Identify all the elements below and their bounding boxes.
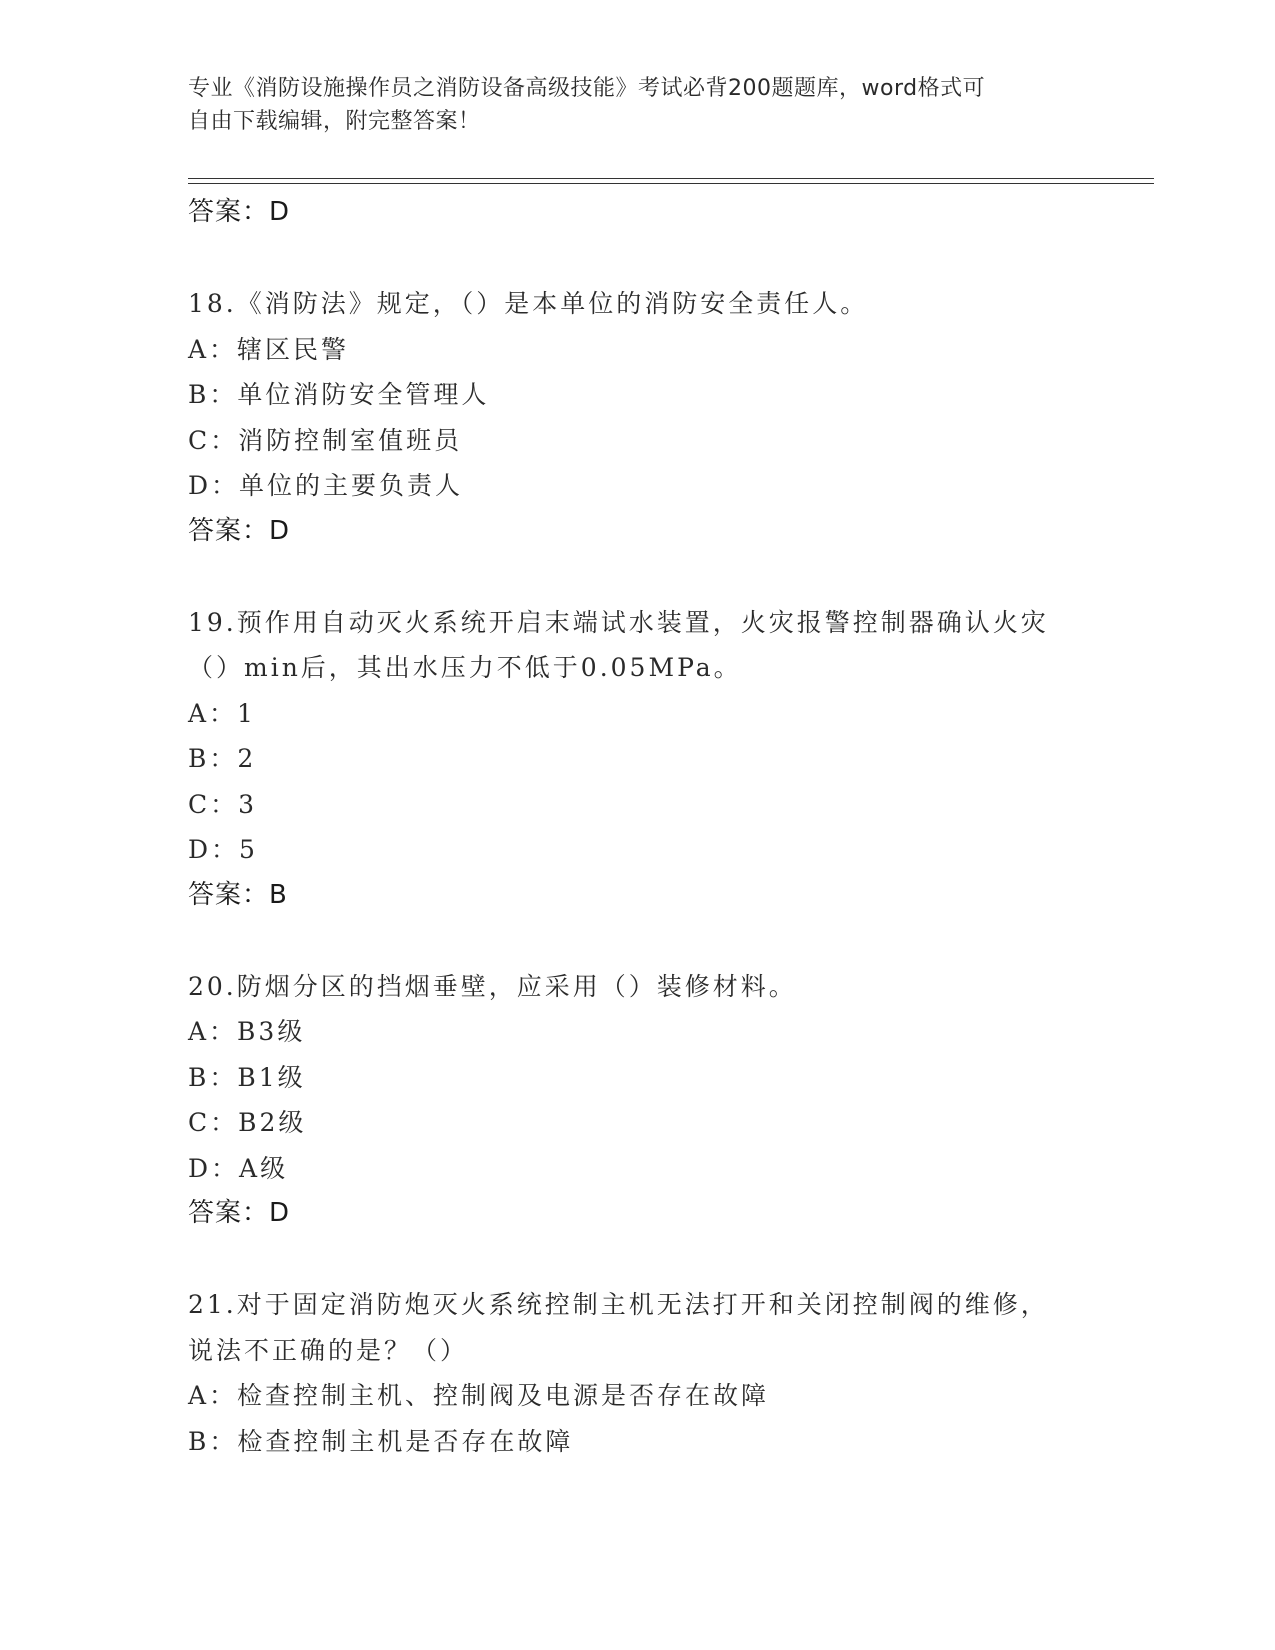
question-block (188, 281, 1088, 554)
answer-line: 答案：D (188, 1198, 291, 1228)
question-text: 18.《消防法》规定，（）是本单位的消防安全责任人。 (188, 289, 869, 318)
question-text: 20.防烟分区的挡烟垂壁，应采用（）装修材料。 (188, 971, 797, 1001)
option-item: A：B3级 (188, 1017, 306, 1046)
header-line-2: 自由下载编辑，附完整答案！ (188, 109, 481, 134)
option-item: D：5 (188, 835, 258, 864)
question-block (188, 600, 1088, 918)
answer-line: 答案：B (188, 879, 288, 910)
document-header (188, 72, 1068, 138)
question-text: 19.预作用自动灭火系统开启末端试水装置，火灾报警控制器确认火灾 (188, 607, 1049, 637)
option-item: C：B2级 (188, 1108, 307, 1137)
answer-line: 答案：D (188, 515, 291, 546)
option-item: C：消防控制室值班员 (188, 425, 463, 455)
option-item: A：辖区民警 (188, 334, 350, 364)
question-text: 21.对于固定消防炮灭火系统控制主机无法打开和关闭控制阀的维修， (188, 1290, 1049, 1319)
question-list (188, 190, 1088, 1464)
header-line-1: 专业《消防设施操作员之消防设备高级技能》考试必背200题题库，word格式可 (188, 76, 986, 101)
option-item: B：单位消防安全管理人 (188, 380, 490, 409)
option-item: A：检查控制主机、控制阀及电源是否存在故障 (188, 1381, 770, 1410)
option-item: B：检查控制主机是否存在故障 (188, 1426, 574, 1456)
spacer (188, 554, 1088, 600)
option-item: D：A级 (188, 1153, 289, 1183)
option-item: B：B1级 (188, 1062, 306, 1092)
option-item: B：2 (188, 744, 257, 773)
option-item: D：单位的主要负责人 (188, 471, 464, 500)
question-block (188, 1282, 1088, 1464)
question-text: 说法不正确的是？（） (188, 1335, 469, 1365)
question-block (188, 964, 1088, 1237)
spacer (188, 918, 1088, 964)
header-divider-bottom (188, 183, 1154, 184)
spacer (188, 235, 1088, 281)
option-item: C：3 (188, 789, 258, 819)
option-item: A：1 (188, 698, 256, 728)
spacer (188, 1236, 1088, 1282)
header-divider-top (188, 178, 1154, 179)
question-text: （）min后，其出水压力不低于0.05MPa。 (188, 653, 742, 682)
answer-line: 答案：D (188, 197, 291, 227)
